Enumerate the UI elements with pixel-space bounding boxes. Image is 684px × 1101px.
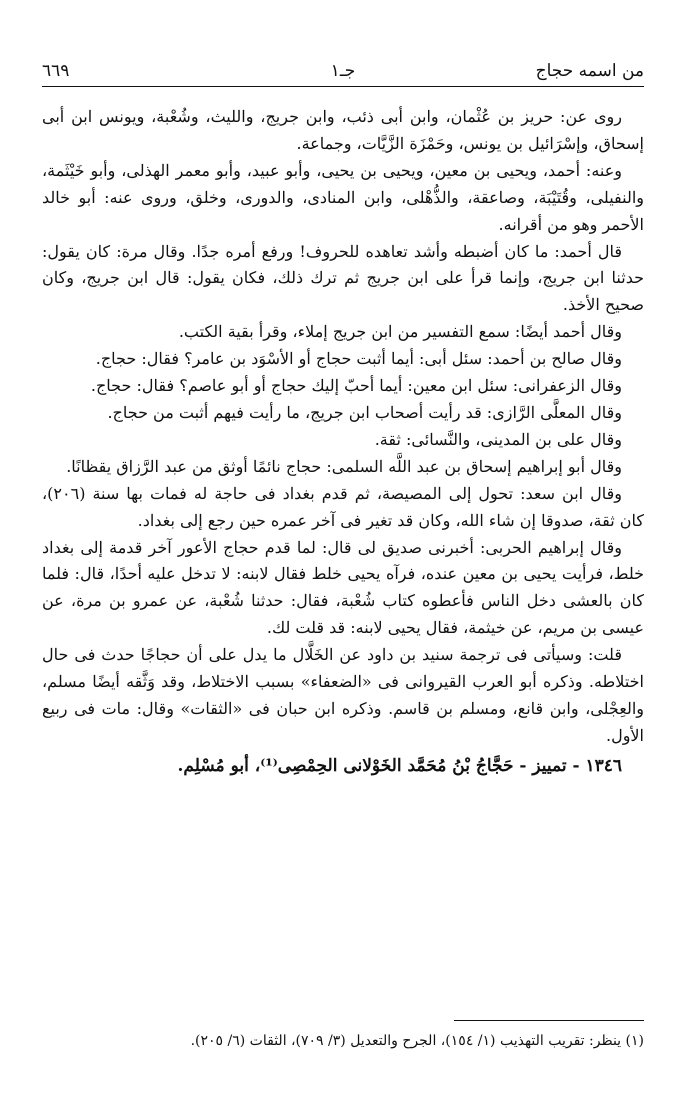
chapter-title: من اسمه حجاج [535, 61, 644, 81]
paragraph: وقال أبو إبراهيم إسحاق بن عبد اللَّه السلمى: حجاج نائمًا أوثق من عبد الرَّزاق يقظانًا. [66, 456, 622, 476]
paragraph: وقال أحمد أيضًا: سمع التفسير من ابن جريج إملاء، وقرأ بقية الكتب. [178, 322, 622, 342]
main-text [42, 104, 644, 780]
page-number: ٦٦٩ [42, 61, 70, 81]
paragraph: قلت: وسيأتى فى ترجمة سنيد بن داود عن الخَلَّال ما يدل على أن حجاجًا حدث فى حال اختلاطه. وذكره أبو العرب القيروانى فى «الضعفاء» بسبب الاختلاط، وقد وَثَّقه أيضًا مسلم، والعِجْلى، وابن قانع، ومسلم بن قاسم. وذكره ابن حبان فى «الثقات» وقال: مات فى ربيع الأول. [42, 645, 644, 745]
volume-label: جـ١ [330, 61, 356, 81]
footnotes [42, 1020, 644, 1051]
paragraph: وقال ابن سعد: تحول إلى المصيصة، ثم قدم بغداد فى حاجة له فمات بها سنة (٢٠٦)، كان ثقة، صدوقا إن شاء الله، وكان قد تغير فى آخر عمره حين رجع إلى بغداد. [42, 483, 644, 530]
footnote: (١) ينظر: تقريب التهذيب (١/ ١٥٤)، الجرح والتعديل (٣/ ٧٠٩)، الثقات (٦/ ٢٠٥). [190, 1033, 644, 1049]
paragraph: وقال المعلَّى الرَّازى: قد رأيت أصحاب ابن جريج، ما رأيت فيهم أثبت من حجاج. [107, 402, 622, 422]
paragraph: وقال الزعفرانى: سئل ابن معين: أيما أحبّ إليك حجاج أو أبو عاصم؟ فقال: حجاج. [90, 376, 622, 396]
entry-heading: ١٣٤٦ - تمييز - حَجَّاجُ بْنُ مُحَمَّد الخَوْلانى الحِمْصِى⁽¹⁾، أبو مُسْلِم. [177, 755, 622, 776]
paragraph: وقال إبراهيم الحربى: أخبرنى صديق لى قال: لما قدم حجاج الأعور آخر قدمة إلى بغداد خلط، فرأيت يحيى بن معين عنده، فرآه يحيى خلط فقال لابنه: لا تدخل عليه أحدًا، قال: فلما كان بالعشى دخل الناس فأعطوه كتاب شُعْبة، فقال: حدثنا شُعْبة، عن عمرو بن مرة، عن عيسى بن مريم، عن خيثمة، فقال يحيى لابنه: قد قلت لك. [42, 537, 644, 638]
page-header [42, 56, 644, 87]
paragraph: وقال صالح بن أحمد: سئل أبى: أيما أثبت حجاج أو الأسْوَد بن عامر؟ فقال: حجاج. [95, 349, 622, 369]
paragraph: قال أحمد: ما كان أضبطه وأشد تعاهده للحروف! ورفع أمره جدًا. وقال مرة: كان يقول: حدثنا ابن جريج، وإنما قرأ على ابن جريج ثم ترك ذلك، فكان يقول: قال ابن جريج، وكان صحيح الأخذ. [42, 241, 644, 315]
footnote-divider [454, 1020, 644, 1021]
paragraph: وقال على بن المدينى، والنَّسائى: ثقة. [374, 429, 622, 449]
paragraph: وعنه: أحمد، ويحيى بن معين، ويحيى بن يحيى، وأبو عبيد، وأبو معمر الهذلى، وأبو خَيْثَمة، والنفيلى، وقُتَيْبَة، وصاعقة، والذُّهْلى، وابن المنادى، والدورى، وخلق، وروى عنه: أبو خالد الأحمر وهو من أقرانه. [42, 160, 644, 234]
paragraph: روى عن: حريز بن عُثْمان، وابن أبى ذئب، وابن جريج، والليث، وشُعْبة، ويونس ابن أبى إسحاق، وإسْرَائيل بن يونس، وحَمْزَة الزَّيَّات، وجماعة. [42, 107, 644, 153]
